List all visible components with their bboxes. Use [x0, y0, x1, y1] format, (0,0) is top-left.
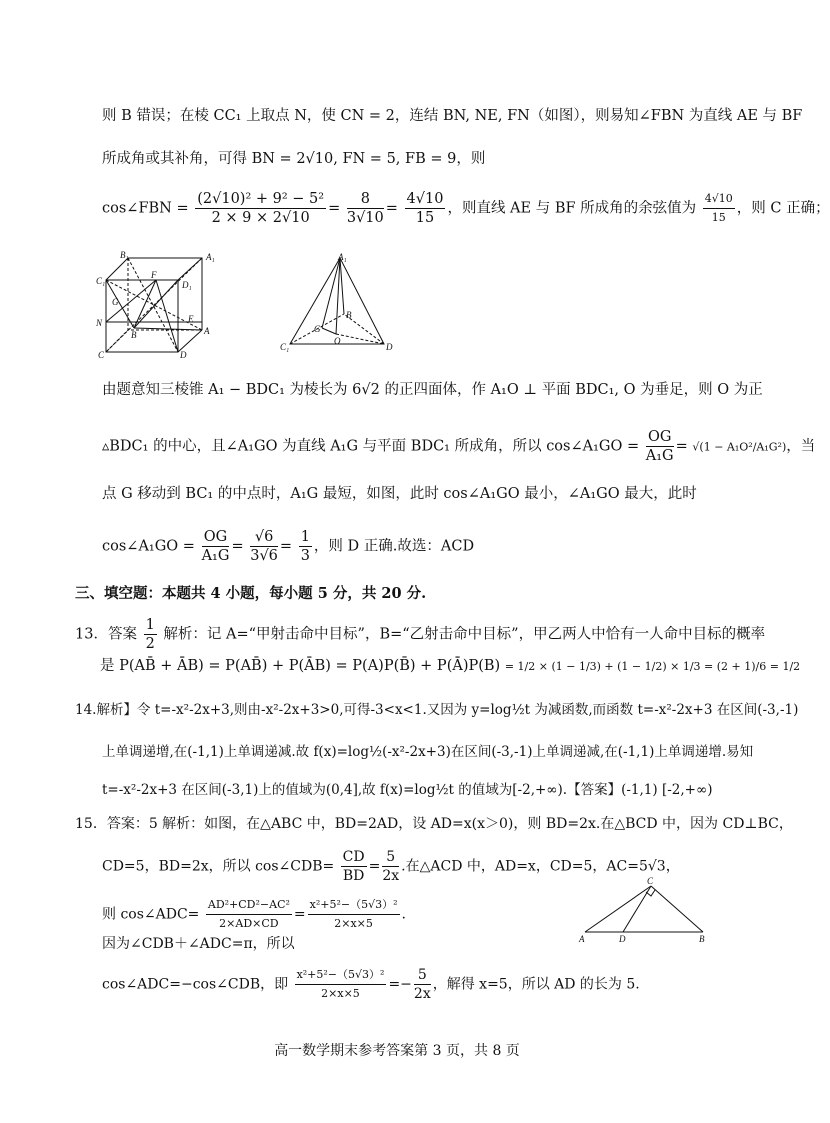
fraction-numerator: (2√10)² + 9² − 5²	[197, 191, 325, 207]
equals-sign: =−	[388, 976, 412, 993]
fraction-numerator: OG	[202, 528, 230, 547]
fraction-numerator: x²+5²−（5√3）²	[308, 896, 400, 915]
label-A: A	[204, 326, 210, 336]
text-span: ，则 C 正确；	[736, 200, 830, 217]
text-span: .	[401, 906, 406, 923]
text-line-2: 所成角或其补角，可得 BN = 2√10, FN = 5, FB = 9，则	[102, 151, 486, 167]
fraction-denominator: 2×x×5	[334, 917, 373, 930]
cos-fbn-equation: cos∠FBN = $\frac{\text{(2√10)² + 9² − 5²}}{2 \times 9 \times 2√10}$ = $\frac{8}{3√10}$ = $\frac{4√10}{15}$ ，则直线 AE 与 BF 所成角的余弦值为 $\frac{4√10}{15}$ ，则 C 正确；	[102, 191, 830, 226]
label-C: C	[647, 876, 654, 886]
label-N: N	[96, 318, 103, 328]
fraction-numerator: √6	[250, 528, 278, 547]
text-span: cos∠A₁GO =	[102, 538, 195, 555]
label-D: D	[386, 342, 393, 352]
fraction-denominator: 3√6	[250, 548, 278, 564]
cube-figure	[96, 250, 226, 360]
q14-line-3: t=-x²-2x+3 在区间(-3,1)上的值域为(0,4],故 f(x)=log½t 的值域为[-2,+∞).【答案】(-1,1) [-2,+∞)	[102, 782, 713, 798]
label-A1: A₁	[338, 252, 347, 262]
fraction-numerator: 1	[300, 529, 310, 545]
text-line-4: 由题意知三棱锥 A₁ − BDC₁ 为棱长为 6√2 的正四面体，作 A₁O ⊥ 平面 BDC₁, O 为垂足，则 O 为正	[102, 382, 763, 398]
text-span: 则 cos∠ADC=	[102, 906, 200, 923]
text-span: ，则 D 正确.故选：ACD	[313, 538, 475, 555]
label-A: A	[579, 934, 585, 944]
page-footer: 高一数学期末参考答案第 3 页，共 8 页	[274, 1043, 520, 1059]
fraction-denominator: 15	[711, 211, 726, 224]
label-C: C	[98, 350, 105, 360]
label-B: B	[699, 934, 705, 944]
cos-a1go-result: cos∠A₁GO = $\frac{OG}{\text{A₁G}}$ = $\frac{√6}{3√6}$ = $\frac{1}{3}$ ，则 D 正确.故选：ACD	[102, 529, 475, 564]
q13-line-1	[75, 616, 766, 653]
fraction-denominator: 2	[145, 636, 155, 652]
text-span: .在△ACD 中，AD=x，CD=5，AC=5√3，	[401, 858, 680, 875]
equals-sign: =	[293, 906, 306, 923]
text-span: ，则直线 AE 与 BF 所成角的余弦值为	[447, 200, 697, 217]
q15-line-5	[102, 966, 734, 1003]
label-C1: C₁	[280, 342, 290, 352]
q13-text: 解析：记 A=“甲射击命中目标”，B=“乙射击命中目标”，甲乙两人中恰有一人命中目标的概率	[163, 626, 766, 643]
fraction-denominator: 2x	[382, 868, 400, 884]
label-B: B	[131, 330, 137, 340]
label-O: O	[334, 336, 341, 346]
q14-line-1: 14.解析】令 t=-x²-2x+3,则由-x²-2x+3>0,可得-3<x<1.又因为 y=log½t 为减函数,而函数 t=-x²-2x+3 在区间(-3,-1)	[75, 702, 799, 718]
text-span: cos∠ADC=−cos∠CDB，即	[102, 976, 289, 993]
fraction-denominator: 2×AD×CD	[219, 917, 279, 930]
fraction-numerator: 8	[347, 190, 384, 209]
fraction-numerator: 5	[414, 966, 431, 985]
label-E: E	[188, 314, 194, 324]
equals-sign: =	[368, 858, 381, 875]
label-D: D	[180, 350, 187, 360]
fraction-numerator: CD	[342, 849, 365, 865]
text-line-1: 则 B 错误；在棱 CC₁ 上取点 N，使 CN = 2，连结 BN, NE, FN（如图），则易知∠FBN 为直线 AE 与 BF	[102, 108, 803, 124]
fraction-denominator: 15	[415, 210, 435, 226]
q13-probability: 是 P(AB̄ + ĀB) = P(AB̄) + P(ĀB) = P(A)P(B̄) + P(Ā)P(B)	[100, 658, 501, 674]
fraction-denominator: 2 × 9 × 2√10	[211, 210, 310, 226]
q13-label: 13．答案	[75, 626, 137, 643]
label-A1: A₁	[206, 252, 215, 262]
equals-sign: =	[675, 438, 688, 455]
fraction-numerator: OG	[646, 428, 674, 447]
label-G: G	[112, 297, 119, 307]
text-line-6: 点 G 移动到 BC₁ 的中点时，A₁G 最短，如图，此时 cos∠A₁GO 最小，∠A₁GO 最大，此时	[102, 486, 697, 502]
fraction-denominator: BD	[342, 868, 365, 884]
q14-line-2: 上单调递增,在(-1,1)上单调递减.故 f(x)=log½(-x²-2x+3)在区间(-3,-1)上单调递减,在(-1,1)上单调递增.易知	[102, 744, 754, 760]
fraction-numerator: 4√10	[703, 190, 735, 209]
fraction-denominator: 3	[300, 548, 310, 564]
label-D1: D₁	[182, 280, 192, 290]
fraction-denominator: 2×x×5	[321, 987, 360, 1000]
q13-computation: = 1/2 × (1 − 1/3) + (1 − 1/2) × 1/3 = (2 + 1)/6 = 1/2	[504, 660, 801, 673]
label-C1: C₁	[96, 276, 106, 286]
sqrt-expression: √(1 − A₁O²/A₁G²)	[692, 440, 787, 454]
section-heading: 三、填空题：本题共 4 小题，每小题 5 分，共 20 分.	[75, 585, 427, 602]
label-B1: B₁	[120, 250, 129, 260]
label-D: D	[619, 934, 626, 944]
fraction-numerator: x²+5²−（5√3）²	[295, 966, 387, 985]
label-B: B	[346, 310, 352, 320]
fraction-numerator: 5	[382, 848, 399, 867]
text-span: ▵BDC₁ 的中心，且∠A₁GO 为直线 A₁G 与平面 BDC₁ 所成角，所以 cos∠A₁GO =	[102, 438, 640, 455]
tetrahedron-figure	[280, 252, 400, 352]
q15-line-1: 15．答案：5 解析：如图，在△ABC 中，BD=2AD，设 AD=x(x＞0)，则 BD=2x.在△BCD 中，因为 CD⊥BC，	[75, 816, 793, 832]
fraction-numerator: 1	[145, 617, 155, 633]
cos-fbn-lhs: cos∠FBN =	[102, 200, 189, 217]
text-span: ，当	[786, 438, 816, 455]
fraction-denominator: 2x	[413, 986, 431, 1002]
q15-line-4: 因为∠CDB＋∠ADC=π，所以	[102, 936, 295, 952]
fraction-denominator: 3√10	[346, 210, 384, 226]
triangle-figure	[575, 876, 715, 946]
fraction-denominator: A₁G	[201, 548, 230, 564]
fraction-numerator: 4√10	[406, 191, 444, 207]
text-span: ，解得 x=5，所以 AD 的长为 5.	[432, 976, 640, 993]
q13-line-2	[100, 656, 801, 677]
fraction-numerator: AD²+CD²−AC²	[206, 896, 292, 915]
label-F: F	[151, 270, 157, 280]
fraction-denominator: A₁G	[645, 448, 674, 464]
cos-a1go-line	[102, 428, 816, 465]
text-span: CD=5，BD=2x，所以 cos∠CDB=	[102, 858, 335, 875]
label-G: G	[314, 324, 321, 334]
